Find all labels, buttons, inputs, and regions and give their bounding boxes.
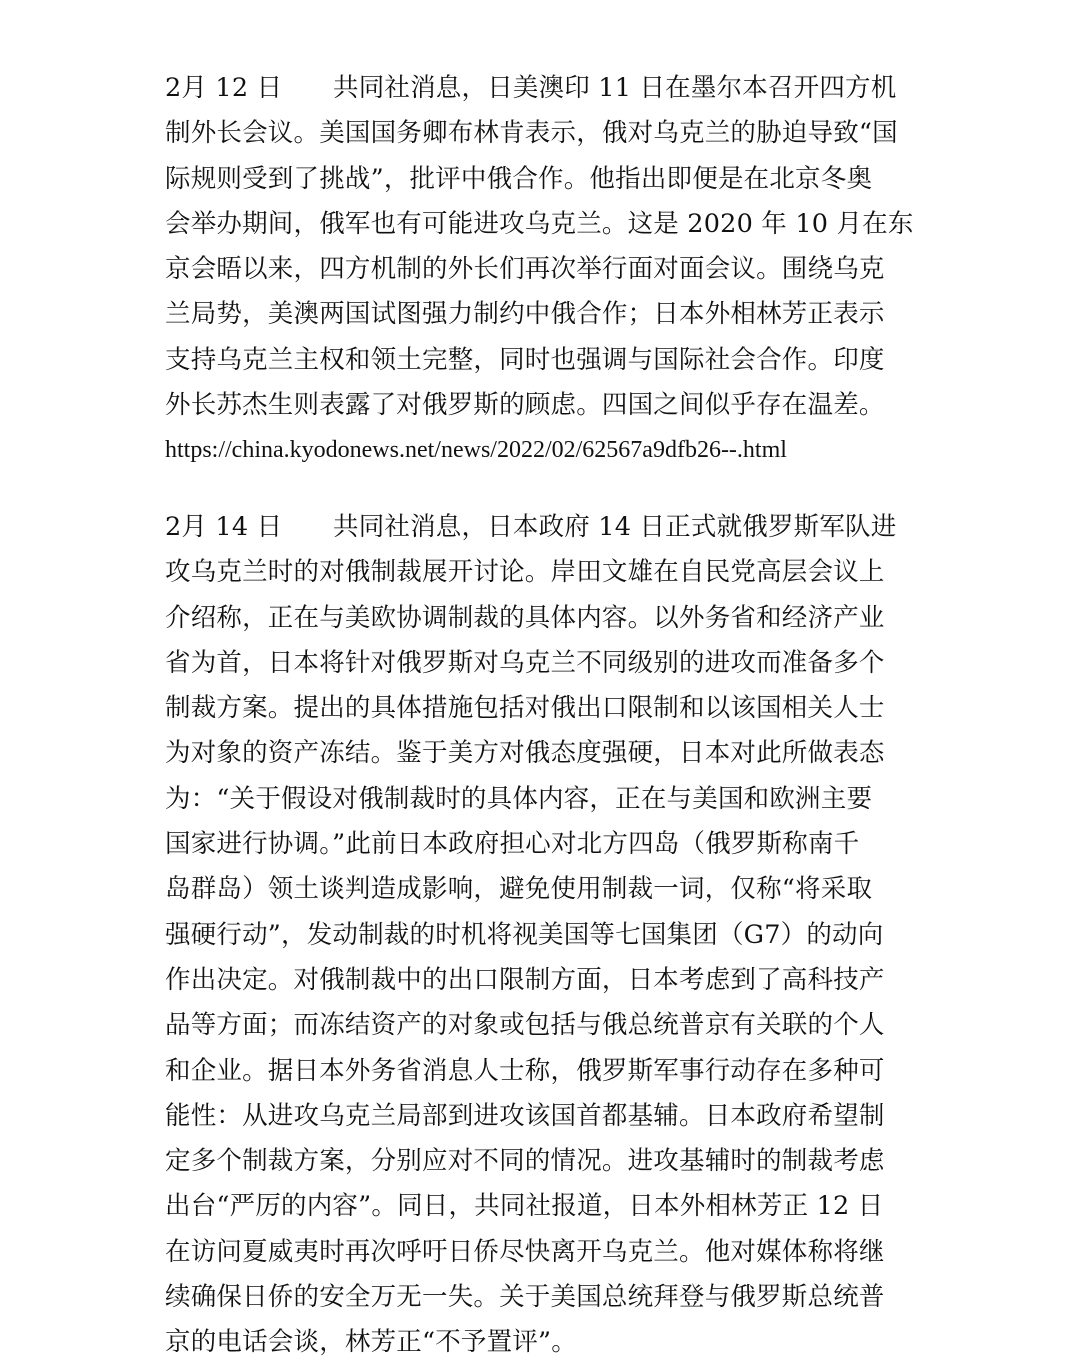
paragraph-line: 为对象的资产冻结。鉴于美方对俄态度强硬，日本对此所做表态	[165, 738, 885, 769]
paragraph-line: 制外长会议。美国国务卿布林肯表示，俄对乌克兰的胁迫导致“国	[165, 118, 898, 149]
paragraph-line: 兰局势，美澳两国试图强力制约中俄合作；日本外相林芳正表示	[165, 299, 885, 330]
paragraph-line: 能性：从进攻乌克兰局部到进攻该国首都基辅。日本政府希望制	[165, 1100, 885, 1131]
source-url: https://china.kyodonews.net/news/2022/02/62567a9dfb26--.html	[165, 437, 787, 464]
paragraph-line: 攻乌克兰时的对俄制裁展开讨论。岸田文雄在自民党高层会议上	[165, 557, 885, 588]
news-entry-feb-12	[165, 66, 925, 474]
paragraph-line: 省为首，日本将针对俄罗斯对乌克兰不同级别的进攻而准备多个	[165, 647, 885, 678]
paragraph-line: 出台“严厉的内容”。同日，共同社报道，日本外相林芳正 12 日	[165, 1191, 884, 1222]
paragraph-line: 制裁方案。提出的具体措施包括对俄出口限制和以该国相关人士	[165, 693, 885, 724]
paragraph-line: 共同社消息，日本政府 14 日正式就俄罗斯军队进	[333, 512, 897, 542]
paragraph-line: 京的电话会谈，林芳正“不予置评”。	[165, 1327, 577, 1358]
entry-first-line	[165, 505, 925, 550]
paragraph-line: 续确保日侨的安全万无一失。关于美国总统拜登与俄罗斯总统普	[165, 1282, 885, 1313]
news-entry-feb-14	[165, 505, 925, 1366]
paragraph-line: 介绍称，正在与美欧协调制裁的具体内容。以外务省和经济产业	[165, 602, 885, 633]
paragraph-line: 岛群岛）领土谈判造成影响，避免使用制裁一词，仅称“将采取	[165, 874, 873, 905]
paragraph-line: 定多个制裁方案，分别应对不同的情况。进攻基辅时的制裁考虑	[165, 1146, 885, 1177]
entry-date: 2月 14 日	[165, 512, 283, 542]
paragraph-line: 会举办期间，俄军也有可能进攻乌克兰。这是 2020 年 10 月在东	[165, 208, 914, 239]
paragraph-line: 和企业。据日本外务省消息人士称，俄罗斯军事行动存在多种可	[165, 1055, 885, 1086]
paragraph-line: 京会晤以来，四方机制的外长们再次举行面对面会议。围绕乌克	[165, 254, 885, 285]
paragraph-line: 国家进行协调。”此前日本政府担心对北方四岛（俄罗斯称南千	[165, 829, 860, 860]
paragraph-line: 外长苏杰生则表露了对俄罗斯的顾虑。四国之间似乎存在温差。	[165, 390, 885, 421]
paragraph-line: 在访问夏威夷时再次呼吁日侨尽快离开乌克兰。他对媒体称将继	[165, 1236, 885, 1267]
entry-first-line	[165, 66, 925, 111]
paragraph-line: 品等方面；而冻结资产的对象或包括与俄总统普京有关联的个人	[165, 1010, 885, 1041]
paragraph-line: 共同社消息，日美澳印 11 日在墨尔本召开四方机	[333, 73, 897, 103]
paragraph-line: 际规则受到了挑战”，批评中俄合作。他指出即便是在北京冬奥	[165, 163, 873, 194]
paragraph-line: 强硬行动”，发动制裁的时机将视美国等七国集团（G7）的动向	[165, 919, 884, 950]
entry-date: 2月 12 日	[165, 73, 283, 103]
paragraph-line: 作出决定。对俄制裁中的出口限制方面，日本考虑到了高科技产	[165, 964, 885, 995]
paragraph-line: 支持乌克兰主权和领土完整，同时也强调与国际社会合作。印度	[165, 344, 885, 375]
paragraph-line: 为：“关于假设对俄制裁时的具体内容，正在与美国和欧洲主要	[165, 783, 873, 814]
